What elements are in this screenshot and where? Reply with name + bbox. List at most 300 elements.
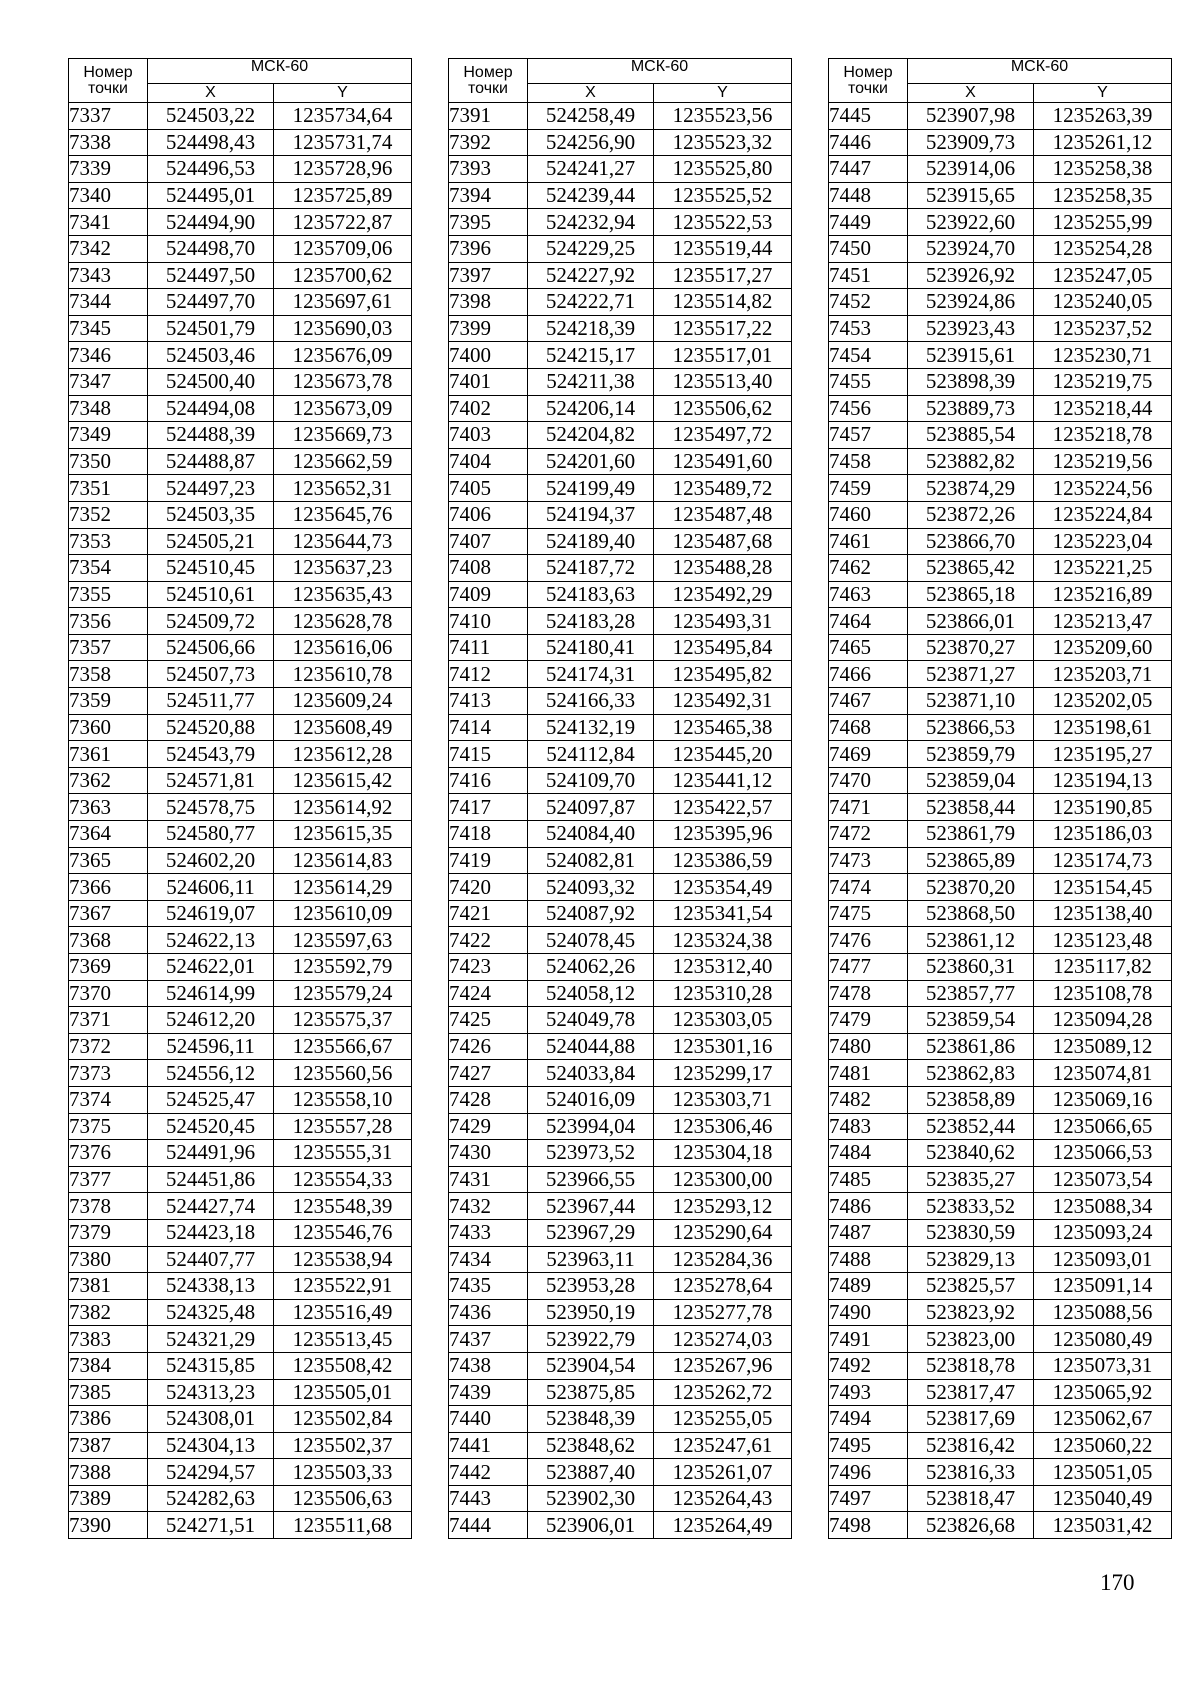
point-number-header-label: Номер точки (463, 63, 513, 97)
point-number-cell: 7472 (829, 821, 908, 848)
point-number-cell: 7476 (829, 927, 908, 954)
x-value-cell: 523840,62 (908, 1140, 1034, 1167)
point-number-cell: 7421 (449, 900, 528, 927)
table-row (69, 1273, 412, 1300)
x-value-cell: 523874,29 (908, 475, 1034, 502)
x-value-cell: 523866,70 (908, 528, 1034, 555)
x-value-cell: 523909,73 (908, 129, 1034, 156)
table-row (829, 1060, 1172, 1087)
x-value-cell: 523871,10 (908, 688, 1034, 715)
table-row (69, 1060, 412, 1087)
table-row (69, 1299, 412, 1326)
x-value-cell: 524180,41 (528, 634, 654, 661)
x-value-cell: 524423,18 (148, 1219, 274, 1246)
x-value-cell: 524256,90 (528, 129, 654, 156)
table-row (829, 1432, 1172, 1459)
y-value-cell: 1235218,78 (1034, 422, 1172, 449)
x-value-cell: 523859,04 (908, 767, 1034, 794)
x-value-cell: 523870,20 (908, 874, 1034, 901)
table-row (69, 1459, 412, 1486)
point-number-cell: 7486 (829, 1193, 908, 1220)
x-value-cell: 524619,07 (148, 900, 274, 927)
y-column-header: Y (1034, 83, 1172, 102)
y-value-cell: 1235612,28 (274, 741, 412, 768)
point-number-cell: 7409 (449, 581, 528, 608)
y-value-cell: 1235700,62 (274, 262, 412, 289)
coordinate-system-header: МСК-60 (528, 59, 792, 84)
x-value-cell: 524282,63 (148, 1485, 274, 1512)
table-row (829, 980, 1172, 1007)
point-number-cell: 7453 (829, 315, 908, 342)
y-value-cell: 1235306,46 (654, 1113, 792, 1140)
y-value-cell: 1235261,07 (654, 1459, 792, 1486)
table-row (449, 555, 792, 582)
y-value-cell: 1235073,31 (1034, 1352, 1172, 1379)
y-value-cell: 1235502,84 (274, 1406, 412, 1433)
point-number-cell: 7412 (449, 661, 528, 688)
x-value-cell: 524016,09 (528, 1086, 654, 1113)
table-row (69, 103, 412, 130)
x-value-cell: 524612,20 (148, 1007, 274, 1034)
point-number-cell: 7424 (449, 980, 528, 1007)
y-value-cell: 1235592,79 (274, 954, 412, 981)
point-number-cell: 7461 (829, 528, 908, 555)
x-value-cell: 524505,21 (148, 528, 274, 555)
x-value-cell: 524622,01 (148, 954, 274, 981)
table-row (69, 209, 412, 236)
x-value-cell: 523967,29 (528, 1219, 654, 1246)
table-row (829, 1459, 1172, 1486)
table-row (829, 847, 1172, 874)
table-row (829, 1033, 1172, 1060)
y-value-cell: 1235554,33 (274, 1166, 412, 1193)
point-number-cell: 7445 (829, 103, 908, 130)
point-number-cell: 7359 (69, 688, 148, 715)
point-number-cell: 7494 (829, 1406, 908, 1433)
point-number-cell: 7492 (829, 1352, 908, 1379)
y-value-cell: 1235062,67 (1034, 1406, 1172, 1433)
table-row (69, 608, 412, 635)
x-value-cell: 524491,96 (148, 1140, 274, 1167)
table-row (829, 1406, 1172, 1433)
y-value-cell: 1235523,32 (654, 129, 792, 156)
x-value-cell: 524044,88 (528, 1033, 654, 1060)
y-value-cell: 1235089,12 (1034, 1033, 1172, 1060)
y-value-cell: 1235652,31 (274, 475, 412, 502)
point-number-cell: 7382 (69, 1299, 148, 1326)
x-value-cell: 523826,68 (908, 1512, 1034, 1539)
table-row (69, 555, 412, 582)
y-value-cell: 1235492,29 (654, 581, 792, 608)
y-value-cell: 1235495,82 (654, 661, 792, 688)
table-row (449, 368, 792, 395)
x-value-cell: 524510,61 (148, 581, 274, 608)
point-number-cell: 7440 (449, 1406, 528, 1433)
y-value-cell: 1235614,92 (274, 794, 412, 821)
table-row (829, 528, 1172, 555)
point-number-cell: 7463 (829, 581, 908, 608)
point-number-cell: 7459 (829, 475, 908, 502)
x-column-header: X (148, 83, 274, 102)
x-value-cell: 523924,70 (908, 235, 1034, 262)
point-number-header-label: Номер точки (843, 63, 893, 97)
y-value-cell: 1235662,59 (274, 448, 412, 475)
y-value-cell: 1235224,56 (1034, 475, 1172, 502)
y-value-cell: 1235240,05 (1034, 289, 1172, 316)
y-value-cell: 1235258,35 (1034, 182, 1172, 209)
x-value-cell: 524338,13 (148, 1273, 274, 1300)
point-number-cell: 7431 (449, 1166, 528, 1193)
x-value-cell: 524232,94 (528, 209, 654, 236)
table-row (69, 129, 412, 156)
table-row (69, 767, 412, 794)
table-row (69, 368, 412, 395)
y-value-cell: 1235051,05 (1034, 1459, 1172, 1486)
y-value-cell: 1235194,13 (1034, 767, 1172, 794)
y-value-cell: 1235254,28 (1034, 235, 1172, 262)
x-value-cell: 524510,45 (148, 555, 274, 582)
x-value-cell: 523833,52 (908, 1193, 1034, 1220)
point-number-cell: 7465 (829, 634, 908, 661)
x-value-cell: 523852,44 (908, 1113, 1034, 1140)
point-number-cell: 7438 (449, 1352, 528, 1379)
x-value-cell: 524194,37 (528, 501, 654, 528)
x-value-cell: 524187,72 (528, 555, 654, 582)
table-row (69, 581, 412, 608)
point-number-cell: 7460 (829, 501, 908, 528)
x-value-cell: 524506,66 (148, 634, 274, 661)
table-row (449, 475, 792, 502)
y-value-cell: 1235566,67 (274, 1033, 412, 1060)
x-value-cell: 523848,39 (528, 1406, 654, 1433)
point-number-cell: 7497 (829, 1485, 908, 1512)
y-value-cell: 1235255,05 (654, 1406, 792, 1433)
x-value-cell: 523830,59 (908, 1219, 1034, 1246)
table-row (829, 1326, 1172, 1353)
x-value-cell: 523950,19 (528, 1299, 654, 1326)
point-number-cell: 7488 (829, 1246, 908, 1273)
x-value-cell: 524183,28 (528, 608, 654, 635)
x-value-cell: 524556,12 (148, 1060, 274, 1087)
x-value-cell: 523817,69 (908, 1406, 1034, 1433)
y-value-cell: 1235219,56 (1034, 448, 1172, 475)
point-number-cell: 7441 (449, 1432, 528, 1459)
point-number-cell: 7433 (449, 1219, 528, 1246)
x-value-cell: 524082,81 (528, 847, 654, 874)
table-row (449, 1166, 792, 1193)
table-row (829, 1219, 1172, 1246)
y-value-cell: 1235247,05 (1034, 262, 1172, 289)
y-value-cell: 1235493,31 (654, 608, 792, 635)
point-number-cell: 7390 (69, 1512, 148, 1539)
y-value-cell: 1235635,43 (274, 581, 412, 608)
table-row (829, 342, 1172, 369)
y-value-cell: 1235506,63 (274, 1485, 412, 1512)
table-row (449, 608, 792, 635)
y-value-cell: 1235074,81 (1034, 1060, 1172, 1087)
y-value-cell: 1235525,52 (654, 182, 792, 209)
x-value-cell: 523889,73 (908, 395, 1034, 422)
y-value-cell: 1235513,45 (274, 1326, 412, 1353)
x-value-cell: 523858,44 (908, 794, 1034, 821)
point-number-cell: 7435 (449, 1273, 528, 1300)
x-value-cell: 523865,18 (908, 581, 1034, 608)
table-row (449, 634, 792, 661)
point-number-cell: 7447 (829, 156, 908, 183)
y-value-cell: 1235610,78 (274, 661, 412, 688)
point-number-cell: 7450 (829, 235, 908, 262)
point-number-cell: 7387 (69, 1432, 148, 1459)
x-value-cell: 523871,27 (908, 661, 1034, 688)
table-row (829, 475, 1172, 502)
point-number-cell: 7367 (69, 900, 148, 927)
y-value-cell: 1235690,03 (274, 315, 412, 342)
table-row (449, 342, 792, 369)
point-number-cell: 7455 (829, 368, 908, 395)
x-value-cell: 523816,33 (908, 1459, 1034, 1486)
x-value-cell: 524614,99 (148, 980, 274, 1007)
table-row (449, 209, 792, 236)
y-value-cell: 1235123,48 (1034, 927, 1172, 954)
x-value-cell: 524304,13 (148, 1432, 274, 1459)
y-value-cell: 1235117,82 (1034, 954, 1172, 981)
x-value-cell: 524132,19 (528, 714, 654, 741)
point-number-cell: 7365 (69, 847, 148, 874)
point-number-cell: 7473 (829, 847, 908, 874)
point-number-cell: 7437 (449, 1326, 528, 1353)
point-number-cell: 7462 (829, 555, 908, 582)
table-row (69, 395, 412, 422)
point-number-cell: 7487 (829, 1219, 908, 1246)
table-row (829, 900, 1172, 927)
y-value-cell: 1235506,62 (654, 395, 792, 422)
y-value-cell: 1235519,44 (654, 235, 792, 262)
y-value-cell: 1235209,60 (1034, 634, 1172, 661)
y-value-cell: 1235216,89 (1034, 581, 1172, 608)
table-row (829, 129, 1172, 156)
point-number-cell: 7407 (449, 528, 528, 555)
y-value-cell: 1235284,36 (654, 1246, 792, 1273)
table-row (829, 422, 1172, 449)
point-number-cell: 7454 (829, 342, 908, 369)
point-number-cell: 7404 (449, 448, 528, 475)
point-number-cell: 7457 (829, 422, 908, 449)
y-value-cell: 1235213,47 (1034, 608, 1172, 635)
table-row (829, 1140, 1172, 1167)
point-number-cell: 7369 (69, 954, 148, 981)
point-number-cell: 7444 (449, 1512, 528, 1539)
point-number-cell: 7392 (449, 129, 528, 156)
x-value-cell: 523872,26 (908, 501, 1034, 528)
x-value-cell: 523868,50 (908, 900, 1034, 927)
table-row (829, 315, 1172, 342)
point-number-cell: 7464 (829, 608, 908, 635)
point-number-cell: 7384 (69, 1352, 148, 1379)
table-row (69, 794, 412, 821)
coordinates-table-1 (68, 58, 412, 1539)
table-row (69, 1140, 412, 1167)
y-value-cell: 1235676,09 (274, 342, 412, 369)
y-value-cell: 1235489,72 (654, 475, 792, 502)
point-number-cell: 7495 (829, 1432, 908, 1459)
table-row (449, 1273, 792, 1300)
y-value-cell: 1235293,12 (654, 1193, 792, 1220)
point-number-cell: 7342 (69, 235, 148, 262)
table-row (69, 235, 412, 262)
point-number-cell: 7348 (69, 395, 148, 422)
x-value-cell: 524520,88 (148, 714, 274, 741)
x-value-cell: 524218,39 (528, 315, 654, 342)
y-value-cell: 1235503,33 (274, 1459, 412, 1486)
point-number-cell: 7388 (69, 1459, 148, 1486)
x-value-cell: 524511,77 (148, 688, 274, 715)
y-value-cell: 1235069,16 (1034, 1086, 1172, 1113)
x-value-cell: 523825,57 (908, 1273, 1034, 1300)
table-row (449, 1007, 792, 1034)
point-number-cell: 7379 (69, 1219, 148, 1246)
table-row (449, 1432, 792, 1459)
table-row (829, 581, 1172, 608)
point-number-cell: 7341 (69, 209, 148, 236)
table-row (829, 448, 1172, 475)
x-value-cell: 523994,04 (528, 1113, 654, 1140)
y-value-cell: 1235709,06 (274, 235, 412, 262)
point-number-cell: 7434 (449, 1246, 528, 1273)
x-value-cell: 524509,72 (148, 608, 274, 635)
point-number-cell: 7393 (449, 156, 528, 183)
point-number-cell: 7480 (829, 1033, 908, 1060)
x-value-cell: 524503,46 (148, 342, 274, 369)
y-value-cell: 1235645,76 (274, 501, 412, 528)
y-value-cell: 1235669,73 (274, 422, 412, 449)
table-row (449, 395, 792, 422)
x-value-cell: 523966,55 (528, 1166, 654, 1193)
point-number-cell: 7399 (449, 315, 528, 342)
coordinate-system-header: МСК-60 (148, 59, 412, 84)
point-number-cell: 7378 (69, 1193, 148, 1220)
table-row (829, 821, 1172, 848)
y-value-cell: 1235278,64 (654, 1273, 792, 1300)
x-value-cell: 524495,01 (148, 182, 274, 209)
y-value-cell: 1235304,18 (654, 1140, 792, 1167)
x-value-cell: 523829,13 (908, 1246, 1034, 1273)
table-row (69, 182, 412, 209)
x-value-cell: 524109,70 (528, 767, 654, 794)
x-value-cell: 524215,17 (528, 342, 654, 369)
point-number-cell: 7490 (829, 1299, 908, 1326)
y-value-cell: 1235066,65 (1034, 1113, 1172, 1140)
y-value-cell: 1235517,22 (654, 315, 792, 342)
x-value-cell: 524222,71 (528, 289, 654, 316)
point-number-cell: 7375 (69, 1113, 148, 1140)
x-value-cell: 524602,20 (148, 847, 274, 874)
y-value-cell: 1235508,42 (274, 1352, 412, 1379)
point-number-cell: 7364 (69, 821, 148, 848)
x-value-cell: 524407,77 (148, 1246, 274, 1273)
y-value-cell: 1235219,75 (1034, 368, 1172, 395)
table-row (829, 209, 1172, 236)
table-row (449, 1140, 792, 1167)
y-value-cell: 1235722,87 (274, 209, 412, 236)
table-row (449, 581, 792, 608)
point-number-cell: 7389 (69, 1485, 148, 1512)
y-value-cell: 1235091,14 (1034, 1273, 1172, 1300)
y-value-cell: 1235673,09 (274, 395, 412, 422)
point-number-cell: 7358 (69, 661, 148, 688)
point-number-cell: 7376 (69, 1140, 148, 1167)
y-value-cell: 1235395,96 (654, 821, 792, 848)
point-number-cell: 7366 (69, 874, 148, 901)
y-value-cell: 1235299,17 (654, 1060, 792, 1087)
table-row (829, 1113, 1172, 1140)
x-value-cell: 524520,45 (148, 1113, 274, 1140)
y-value-cell: 1235579,24 (274, 980, 412, 1007)
point-number-cell: 7361 (69, 741, 148, 768)
x-value-cell: 524578,75 (148, 794, 274, 821)
x-value-cell: 523861,86 (908, 1033, 1034, 1060)
x-value-cell: 523924,86 (908, 289, 1034, 316)
x-value-cell: 523858,89 (908, 1086, 1034, 1113)
point-number-cell: 7428 (449, 1086, 528, 1113)
y-value-cell: 1235186,03 (1034, 821, 1172, 848)
x-value-cell: 524525,47 (148, 1086, 274, 1113)
x-value-cell: 523914,06 (908, 156, 1034, 183)
table-row (449, 661, 792, 688)
y-value-cell: 1235093,01 (1034, 1246, 1172, 1273)
x-value-cell: 523887,40 (528, 1459, 654, 1486)
table-row (69, 1113, 412, 1140)
y-value-cell: 1235154,45 (1034, 874, 1172, 901)
point-number-cell: 7478 (829, 980, 908, 1007)
x-value-cell: 524258,49 (528, 103, 654, 130)
table-row (449, 1033, 792, 1060)
table-row (69, 1007, 412, 1034)
x-value-cell: 524206,14 (528, 395, 654, 422)
table-row (69, 342, 412, 369)
table-row (69, 501, 412, 528)
x-value-cell: 524097,87 (528, 794, 654, 821)
point-number-header-label: Номер точки (83, 63, 133, 97)
point-number-cell: 7413 (449, 688, 528, 715)
y-value-cell: 1235264,49 (654, 1512, 792, 1539)
x-value-cell: 524058,12 (528, 980, 654, 1007)
table-row (69, 1352, 412, 1379)
y-value-cell: 1235525,80 (654, 156, 792, 183)
point-number-cell: 7423 (449, 954, 528, 981)
x-value-cell: 524062,26 (528, 954, 654, 981)
table-row (829, 954, 1172, 981)
y-value-cell: 1235557,28 (274, 1113, 412, 1140)
point-number-cell: 7446 (829, 129, 908, 156)
table-row (449, 501, 792, 528)
y-value-cell: 1235673,78 (274, 368, 412, 395)
point-number-cell: 7394 (449, 182, 528, 209)
y-value-cell: 1235093,24 (1034, 1219, 1172, 1246)
y-value-cell: 1235725,89 (274, 182, 412, 209)
y-column-header: Y (654, 83, 792, 102)
point-number-cell: 7368 (69, 927, 148, 954)
point-number-cell: 7474 (829, 874, 908, 901)
coordinates-table-3 (828, 58, 1172, 1539)
x-value-cell: 524294,57 (148, 1459, 274, 1486)
point-number-cell: 7355 (69, 581, 148, 608)
point-number-cell: 7422 (449, 927, 528, 954)
point-number-cell: 7397 (449, 262, 528, 289)
y-value-cell: 1235065,92 (1034, 1379, 1172, 1406)
point-number-header (449, 59, 528, 103)
y-value-cell: 1235517,01 (654, 342, 792, 369)
point-number-cell: 7491 (829, 1326, 908, 1353)
